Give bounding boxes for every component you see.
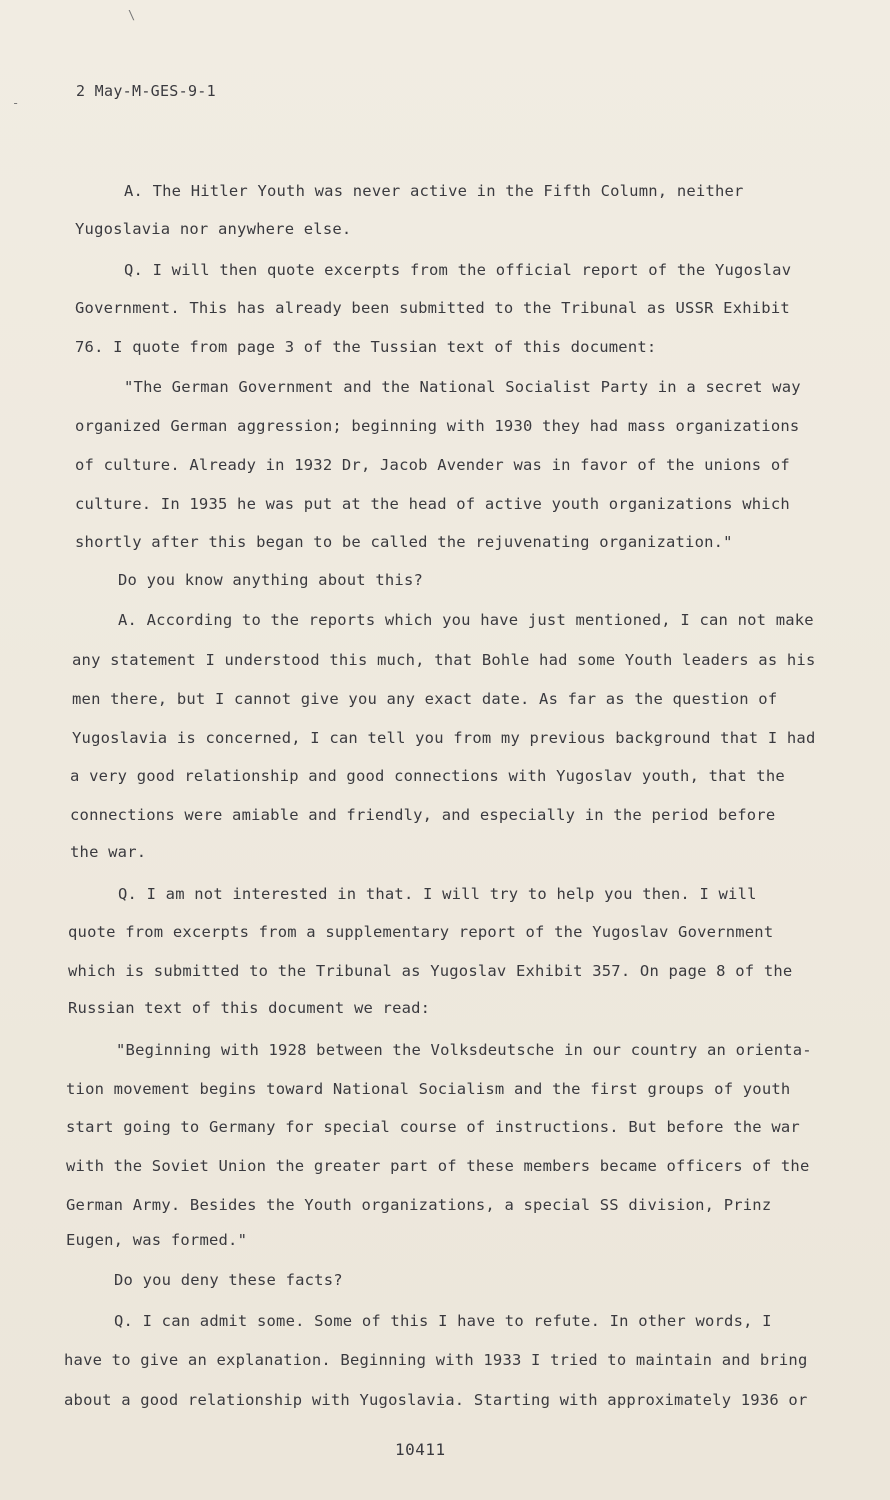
text-line: about a good relationship with Yugoslavia. Starting with approximately 1936 or <box>64 1391 808 1409</box>
quote-line: with the Soviet Union the greater part of these members became officers of the <box>66 1157 810 1175</box>
text-line: have to give an explanation. Beginning with 1933 I tried to maintain and bring <box>64 1351 808 1369</box>
text-line: men there, but I cannot give you any exact date. As far as the question of <box>72 690 778 708</box>
text-line: A. According to the reports which you have just mentioned, I can not make <box>118 611 814 629</box>
stray-mark: \ <box>128 8 136 22</box>
quote-line: shortly after this began to be called the rejuvenating organization." <box>75 533 733 551</box>
text-line: Q. I will then quote excerpts from the official report of the Yugoslav <box>124 261 792 279</box>
text-line: the war. <box>70 843 147 861</box>
text-line: A. The Hitler Youth was never active in the Fifth Column, neither <box>124 182 744 200</box>
text-line: which is submitted to the Tribunal as Yugoslav Exhibit 357. On page 8 of the <box>68 962 793 980</box>
text-line: Yugoslavia nor anywhere else. <box>75 220 352 238</box>
quote-line: of culture. Already in 1932 Dr, Jacob Avender was in favor of the unions of <box>75 456 790 474</box>
text-line: Yugoslavia is concerned, I can tell you from my previous background that I had <box>72 729 816 747</box>
quote-line: start going to Germany for special course of instructions. But before the war <box>66 1118 800 1136</box>
quote-line: tion movement begins toward National Socialism and the first groups of youth <box>66 1080 791 1098</box>
quote-line: Eugen, was formed." <box>66 1231 248 1249</box>
text-line: a very good relationship and good connections with Yugoslav youth, that the <box>70 767 785 785</box>
text-line: Do you deny these facts? <box>114 1271 343 1289</box>
text-line: Do you know anything about this? <box>118 571 424 589</box>
quote-line: organized German aggression; beginning with 1930 they had mass organizations <box>75 417 800 435</box>
text-line: Q. I am not interested in that. I will try to help you then. I will <box>118 885 757 903</box>
quote-line: culture. In 1935 he was put at the head of active youth organizations which <box>75 495 790 513</box>
quote-line: "Beginning with 1928 between the Volksdeutsche in our country an orienta- <box>116 1041 812 1059</box>
document-header: 2 May-M-GES-9-1 <box>76 82 216 100</box>
quote-line: German Army. Besides the Youth organizations, a special SS division, Prinz <box>66 1196 772 1214</box>
text-line: Q. I can admit some. Some of this I have to refute. In other words, I <box>114 1312 772 1330</box>
stray-mark: - <box>12 96 20 110</box>
page-number: 10411 <box>395 1440 446 1459</box>
text-line: quote from excerpts from a supplementary report of the Yugoslav Government <box>68 923 774 941</box>
text-line: connections were amiable and friendly, and especially in the period before <box>70 806 776 824</box>
quote-line: "The German Government and the National Socialist Party in a secret way <box>124 378 801 396</box>
text-line: Government. This has already been submitted to the Tribunal as USSR Exhibit <box>75 299 790 317</box>
text-line: 76. I quote from page 3 of the Tussian text of this document: <box>75 338 657 356</box>
text-line: Russian text of this document we read: <box>68 999 431 1017</box>
text-line: any statement I understood this much, that Bohle had some Youth leaders as his <box>72 651 816 669</box>
